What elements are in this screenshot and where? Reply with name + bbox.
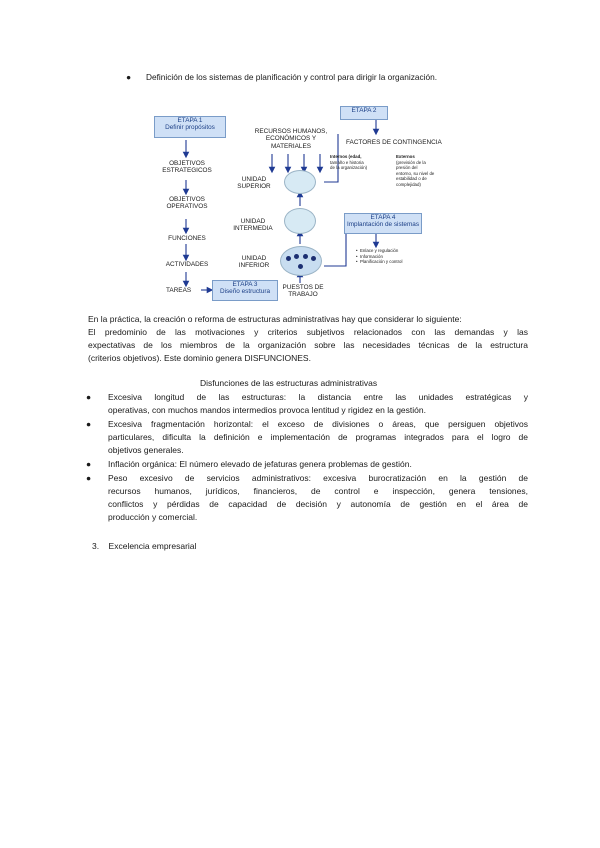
paragraph-line: (criterios objetivos). Este dominio genera DISFUNCIONES. <box>88 353 311 363</box>
organization-diagram <box>148 98 478 306</box>
unidad-inferior-label: UNIDAD INFERIOR <box>238 255 270 270</box>
chain-tareas: TAREAS <box>166 287 192 294</box>
recursos-label: RECURSOS HUMANOS, ECONÓMICOS Y MATERIALES <box>254 128 328 150</box>
chain-objetivos-operativos: OBJETIVOS OPERATIVOS <box>166 196 208 211</box>
puesto-dot <box>303 254 308 259</box>
etapa3-subtitle: Diseño estructura <box>219 288 271 296</box>
puesto-dot <box>286 256 291 261</box>
chain-funciones: FUNCIONES <box>168 235 206 242</box>
etapa1-subtitle: Definir propósitos <box>165 124 215 132</box>
disfunciones-item: ● Peso excesivo de servicios administrativos: excesiva burocratización en la gestión de recursos humanos, jurídicos, financieros, de control e inspección, genera tensiones, conflictos y pérdidas de capacidad de decisión y autonomía de gestión en el área de producción y comercial. <box>86 473 528 522</box>
externos-text: Externos (previsión de la presión del entorno, su nivel de estabilidad o de complejidad) <box>396 154 435 187</box>
unidad-intermedia-oval <box>284 208 316 234</box>
disfunciones-item: ● Inflación orgánica: El número elevado de jefaturas genera problemas de gestión. <box>86 459 412 469</box>
paragraph-line: El predominio de las motivaciones y criterios subjetivos relacionados con las demandas y las <box>88 327 528 337</box>
disfunciones-title: Disfunciones de las estructuras administrativas <box>200 378 378 388</box>
line-etapa4-unidad <box>324 216 346 266</box>
unidad-inferior-oval <box>280 246 322 276</box>
etapa4-subtitle: Implantación de sistemas <box>346 221 420 229</box>
excelencia-heading <box>92 541 196 551</box>
puesto-dot <box>298 264 303 269</box>
paragraph-line: expectativas de los miembros de la organización sobre las necesidades técnicas de la estructura <box>88 340 528 350</box>
bullet-marker: ● <box>126 72 132 82</box>
disfunciones-item: ● Excesiva fragmentación horizontal: el exceso de divisiones o áreas, que persiguen objetivos particulares, dificulta la definición e implementación de programas integrados para el logro de objetivos generales. <box>86 419 528 455</box>
excelencia-text: Excelencia empresarial <box>108 541 197 551</box>
etapa3-title: ETAPA 3 <box>232 281 258 288</box>
etapa4-title: ETAPA 4 <box>370 214 396 221</box>
internos-text: Internos (edad, tamaño e historia de la organización) <box>330 154 368 170</box>
excelencia-number: 3. <box>92 541 100 551</box>
puesto-dot <box>294 254 299 259</box>
etapa1-box <box>154 116 226 138</box>
etapa3-box <box>212 280 278 301</box>
etapa4-box <box>344 213 422 234</box>
etapa2-box <box>340 106 388 120</box>
paragraph-line: En la práctica, la creación o reforma de estructuras administrativas hay que considerar lo siguiente: <box>88 314 462 324</box>
chain-objetivos-estrategicos: OBJETIVOS ESTRATEGICOS <box>162 160 212 175</box>
disfunciones-item: ● Excesiva longitud de las estructuras: la distancia entre las unidades estratégicas y operativas, con muchos mandos intermedios provoca lentitud y rigidez en la gestión. <box>86 392 528 415</box>
puestos-label: PUESTOS DE TRABAJO <box>282 284 324 299</box>
etapa2-title: ETAPA 2 <box>351 107 377 114</box>
unidad-superior-label: UNIDAD SUPERIOR <box>237 176 271 191</box>
factores-label: FACTORES DE CONTINGENCIA <box>346 139 442 146</box>
etapa1-title: ETAPA 1 <box>177 117 203 124</box>
practice-paragraph <box>88 313 528 365</box>
unidad-intermedia-label: UNIDAD INTERMEDIA <box>233 218 273 233</box>
intro-text: Definición de los sistemas de planificación y control para dirigir la organización. <box>146 72 437 82</box>
chain-actividades: ACTIVIDADES <box>165 261 209 268</box>
etapa4-items: • Enlace y regulación • Información • Planificación y control <box>356 248 403 264</box>
puesto-dot <box>311 256 316 261</box>
unidad-superior-oval <box>284 170 316 194</box>
